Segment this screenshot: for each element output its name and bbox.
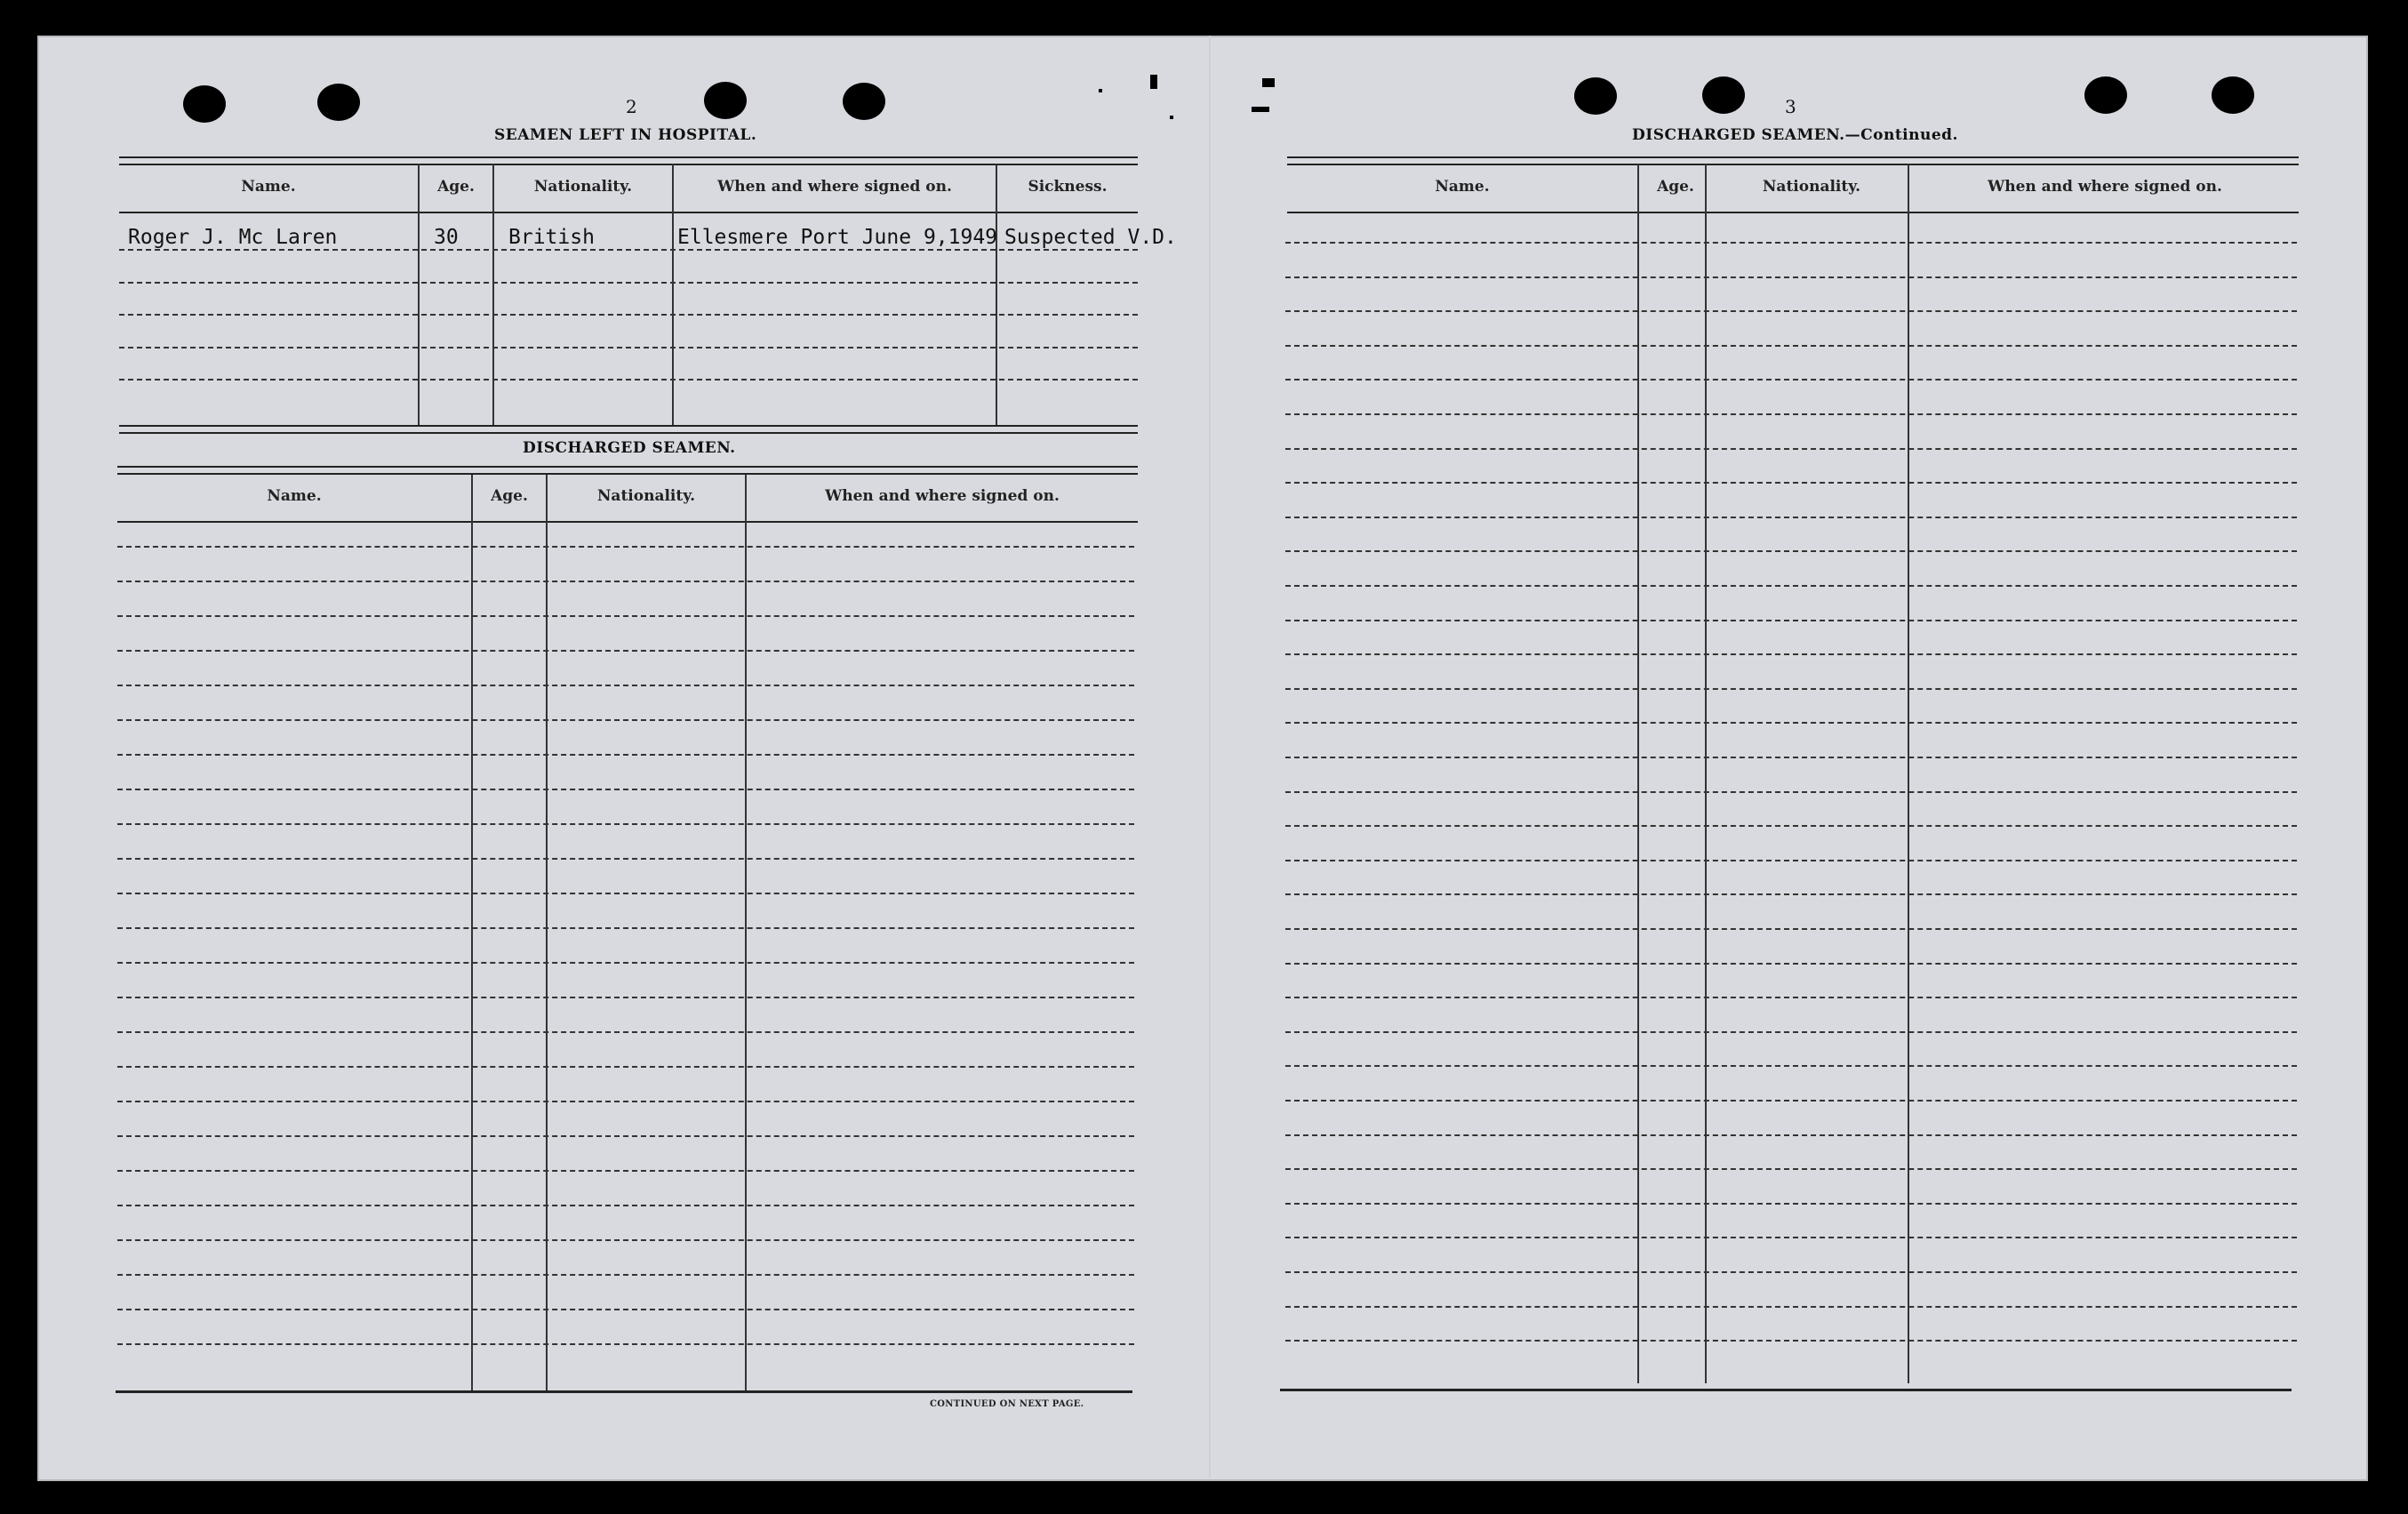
ruled-line xyxy=(117,962,1134,964)
punch-hole xyxy=(183,85,226,123)
col-header-name: Name. xyxy=(267,487,322,505)
scanned-document xyxy=(37,36,2368,1481)
entry-age: 30 xyxy=(434,226,459,249)
punch-hole xyxy=(317,84,360,121)
punch-hole xyxy=(2084,76,2127,114)
ruled-line xyxy=(117,719,1134,721)
col-header-signed-on: When and where signed on. xyxy=(1988,178,2222,196)
col-header-nationality: Nationality. xyxy=(533,178,633,196)
ruled-line xyxy=(1285,1306,2297,1308)
ink-speck xyxy=(1099,89,1102,92)
ruled-line xyxy=(1285,413,2297,415)
column-line xyxy=(1705,164,1707,1383)
ruled-line xyxy=(1285,1100,2297,1101)
ruled-line xyxy=(1285,1168,2297,1170)
ruled-line xyxy=(117,1101,1134,1102)
bottom-rule xyxy=(1280,1389,2292,1391)
entry-nationality: British xyxy=(508,226,595,249)
ruled-line xyxy=(1285,963,2297,965)
ink-speck xyxy=(1150,75,1157,89)
ruled-line xyxy=(117,754,1134,756)
column-line xyxy=(1908,164,1909,1383)
page-fold xyxy=(1209,36,1211,1478)
ruled-line xyxy=(1285,310,2297,312)
ruled-line xyxy=(117,581,1134,582)
ruled-line xyxy=(1285,1134,2297,1136)
header-rule xyxy=(119,212,1138,213)
discharged-section-title: DISCHARGED SEAMEN. xyxy=(523,439,736,457)
page-number: 3 xyxy=(1785,96,1796,117)
ruled-line xyxy=(117,546,1134,548)
ruled-line xyxy=(1285,1031,2297,1033)
header-rule xyxy=(1287,212,2299,213)
ruled-line xyxy=(117,1205,1134,1206)
ruled-line xyxy=(1285,791,2297,793)
bottom-rule xyxy=(116,1390,1132,1393)
ruled-line xyxy=(117,1343,1134,1345)
ink-speck xyxy=(1170,116,1173,119)
entry-name: Roger J. Mc Laren xyxy=(128,226,338,249)
column-line xyxy=(672,164,674,425)
column-line xyxy=(471,475,473,1390)
ruled-line xyxy=(1285,1237,2297,1238)
discharged-continued-title xyxy=(1632,126,1958,144)
column-line xyxy=(546,475,548,1390)
col-header-signed-on: When and where signed on. xyxy=(825,487,1060,505)
ruled-line xyxy=(1285,1065,2297,1067)
rule xyxy=(119,156,1138,165)
ruled-line xyxy=(117,927,1134,929)
hospital-section-title: SEAMEN LEFT IN HOSPITAL. xyxy=(494,126,757,144)
rule xyxy=(119,425,1138,434)
ruled-line xyxy=(117,685,1134,686)
ruled-line xyxy=(119,314,1138,316)
ruled-line xyxy=(1285,653,2297,655)
ruled-line xyxy=(1285,997,2297,998)
ruled-line xyxy=(117,615,1134,617)
column-line xyxy=(492,164,494,425)
ruled-line xyxy=(1285,379,2297,381)
ruled-line xyxy=(117,1135,1134,1137)
ruled-line xyxy=(117,650,1134,652)
col-header-sickness: Sickness. xyxy=(1028,178,1108,196)
ruled-line xyxy=(117,1239,1134,1241)
ruled-line xyxy=(1285,345,2297,347)
col-header-nationality: Nationality. xyxy=(1762,178,1861,196)
column-line xyxy=(418,164,420,425)
ruled-line xyxy=(117,823,1134,825)
rule xyxy=(117,466,1138,475)
column-line xyxy=(1637,164,1639,1383)
ink-speck xyxy=(1262,78,1275,87)
ruled-line xyxy=(119,379,1138,381)
punch-hole xyxy=(1702,76,1745,114)
punch-hole xyxy=(843,83,885,120)
ruled-line xyxy=(117,1031,1134,1033)
ruled-line xyxy=(1285,1203,2297,1205)
ruled-line xyxy=(1285,860,2297,861)
punch-hole xyxy=(704,82,747,119)
ruled-line xyxy=(1285,550,2297,552)
ruled-line xyxy=(117,1066,1134,1068)
ruled-line xyxy=(117,893,1134,894)
punch-hole xyxy=(2212,76,2254,114)
col-header-age: Age. xyxy=(491,487,528,505)
ruled-line xyxy=(117,858,1134,860)
ruled-line xyxy=(1285,757,2297,758)
page-number: 2 xyxy=(626,96,637,117)
ruled-line xyxy=(117,997,1134,998)
col-header-age: Age. xyxy=(437,178,475,196)
ruled-line xyxy=(1285,722,2297,724)
ruled-line xyxy=(1285,928,2297,930)
ruled-line xyxy=(1285,893,2297,895)
ruled-line xyxy=(1285,448,2297,450)
ruled-line xyxy=(1285,242,2297,244)
col-header-age: Age. xyxy=(1657,178,1694,196)
title-main: DISCHARGED SEAMEN. xyxy=(1632,126,1845,144)
ruled-line xyxy=(117,1309,1134,1310)
column-line xyxy=(745,475,747,1390)
ruled-line xyxy=(1285,825,2297,827)
ruled-line xyxy=(1285,276,2297,278)
continued-note: CONTINUED ON NEXT PAGE. xyxy=(930,1399,1084,1409)
punch-hole xyxy=(1574,77,1617,115)
column-line xyxy=(996,164,997,425)
ruled-line xyxy=(117,789,1134,790)
title-suffix: —Continued. xyxy=(1844,126,1958,144)
ruled-line xyxy=(1285,482,2297,484)
ruled-line xyxy=(117,1274,1134,1276)
col-header-name: Name. xyxy=(241,178,296,196)
header-rule xyxy=(117,521,1138,523)
ruled-line xyxy=(1285,585,2297,587)
entry-sickness: Suspected V.D. xyxy=(1004,226,1177,249)
col-header-nationality: Nationality. xyxy=(596,487,696,505)
ruled-line xyxy=(117,1170,1134,1172)
rule xyxy=(1287,156,2299,165)
col-header-name: Name. xyxy=(1435,178,1490,196)
ruled-line xyxy=(119,282,1138,284)
ruled-line xyxy=(119,347,1138,348)
col-header-signed-on: When and where signed on. xyxy=(717,178,952,196)
ruled-line xyxy=(1285,1340,2297,1342)
ink-speck xyxy=(1252,107,1269,112)
entry-signed-on: Ellesmere Port June 9,1949 xyxy=(677,226,998,249)
ruled-line xyxy=(119,249,1138,251)
ruled-line xyxy=(1285,1271,2297,1273)
ruled-line xyxy=(1285,688,2297,690)
ruled-line xyxy=(1285,517,2297,518)
ruled-line xyxy=(1285,620,2297,621)
